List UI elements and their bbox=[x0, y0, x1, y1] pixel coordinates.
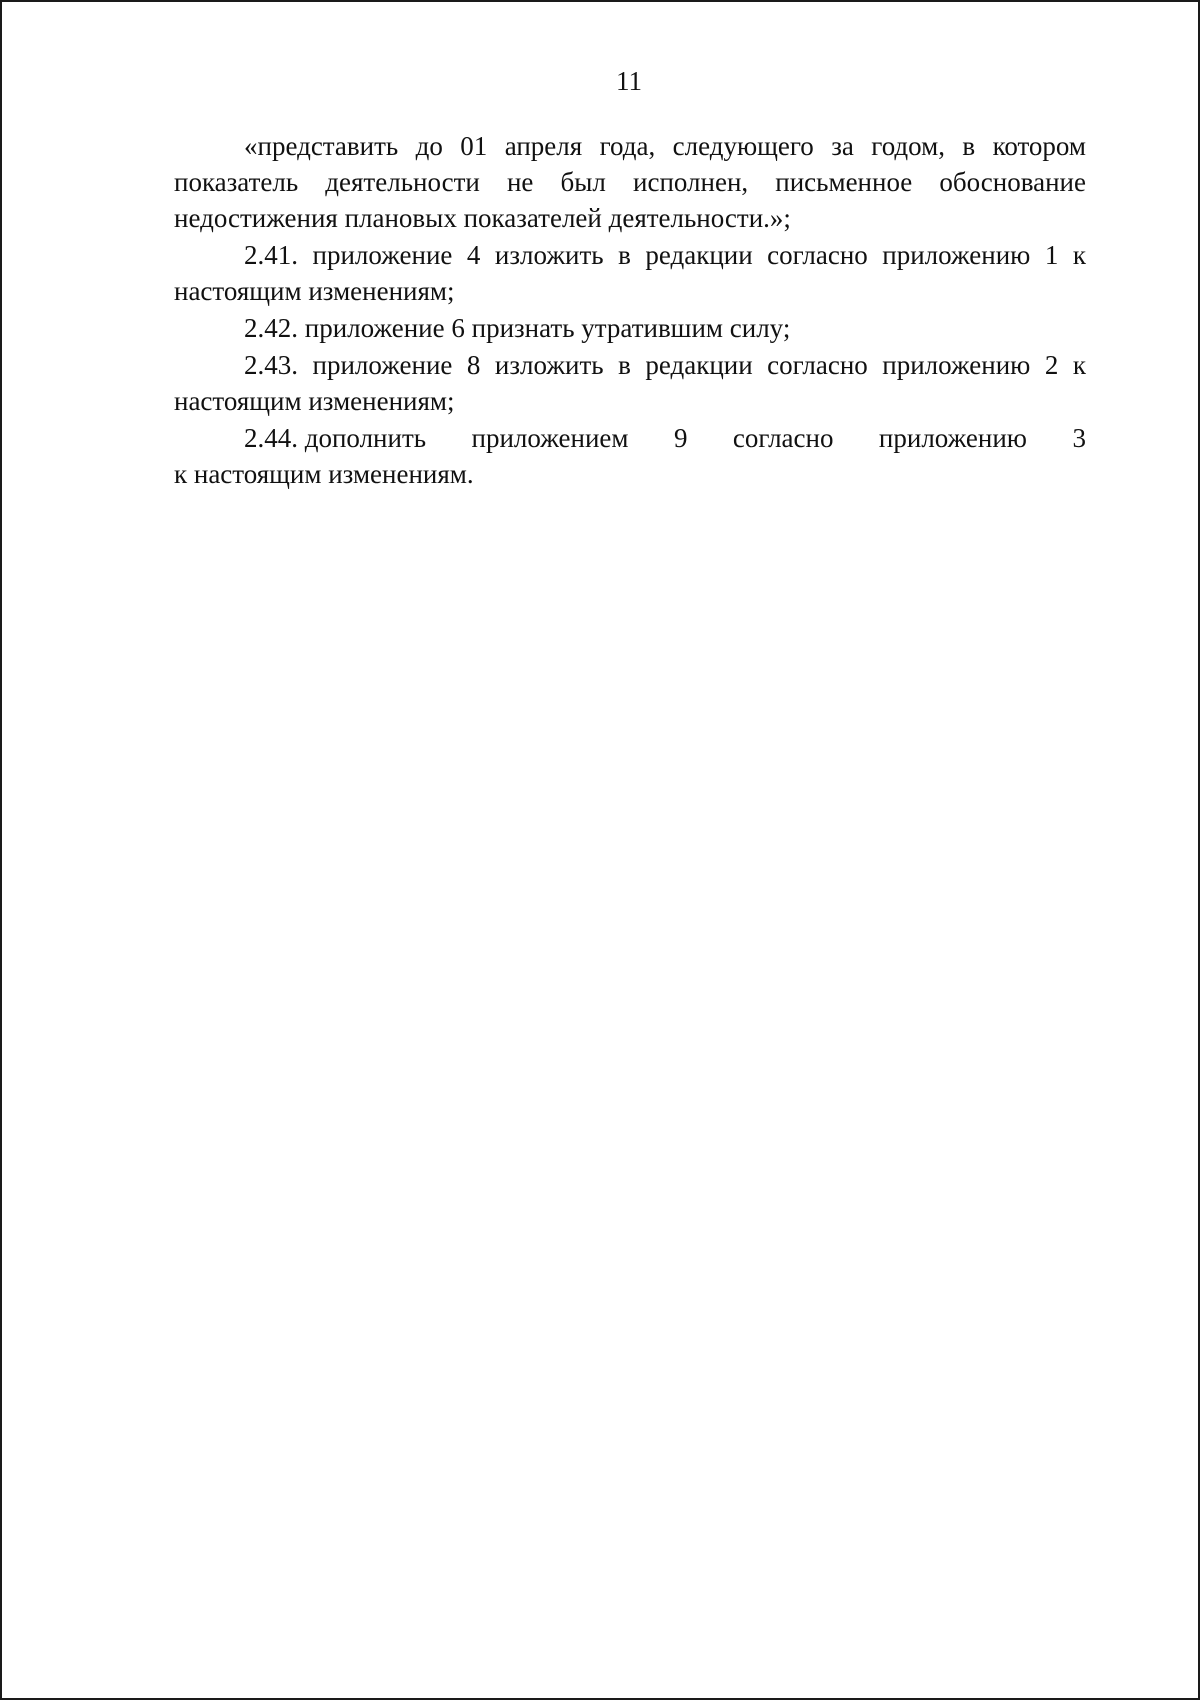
word: приложению bbox=[878, 423, 1027, 453]
word: 9 bbox=[673, 423, 688, 453]
paragraph-item-2-42: 2.42. приложение 6 признать утратившим силу; bbox=[244, 313, 791, 343]
word: согласно bbox=[732, 423, 834, 453]
word: 2.44. дополнить bbox=[244, 423, 427, 453]
document-body bbox=[174, 128, 1086, 492]
page-number: 11 bbox=[616, 66, 642, 96]
word: 3 bbox=[1072, 423, 1086, 453]
paragraph-item-2-44 bbox=[174, 420, 1086, 492]
paragraph-item-2-44-last-line: к настоящим изменениям. bbox=[174, 459, 474, 489]
paragraph-item-2-44-first-line bbox=[174, 420, 1086, 456]
word: приложением bbox=[471, 423, 629, 453]
paragraph-item-2-43: 2.43. приложение 8 изложить в редакции согласно приложению 2 к настоящим изменениям; bbox=[174, 350, 1086, 416]
paragraph-quote: «представить до 01 апреля года, следующего за годом, в котором показатель деятельности не был исполнен, письменное обоснование недостижения плановых показателей деятельности.»; bbox=[174, 131, 1086, 233]
paragraph-item-2-41: 2.41. приложение 4 изложить в редакции согласно приложению 1 к настоящим изменениям; bbox=[174, 240, 1086, 306]
